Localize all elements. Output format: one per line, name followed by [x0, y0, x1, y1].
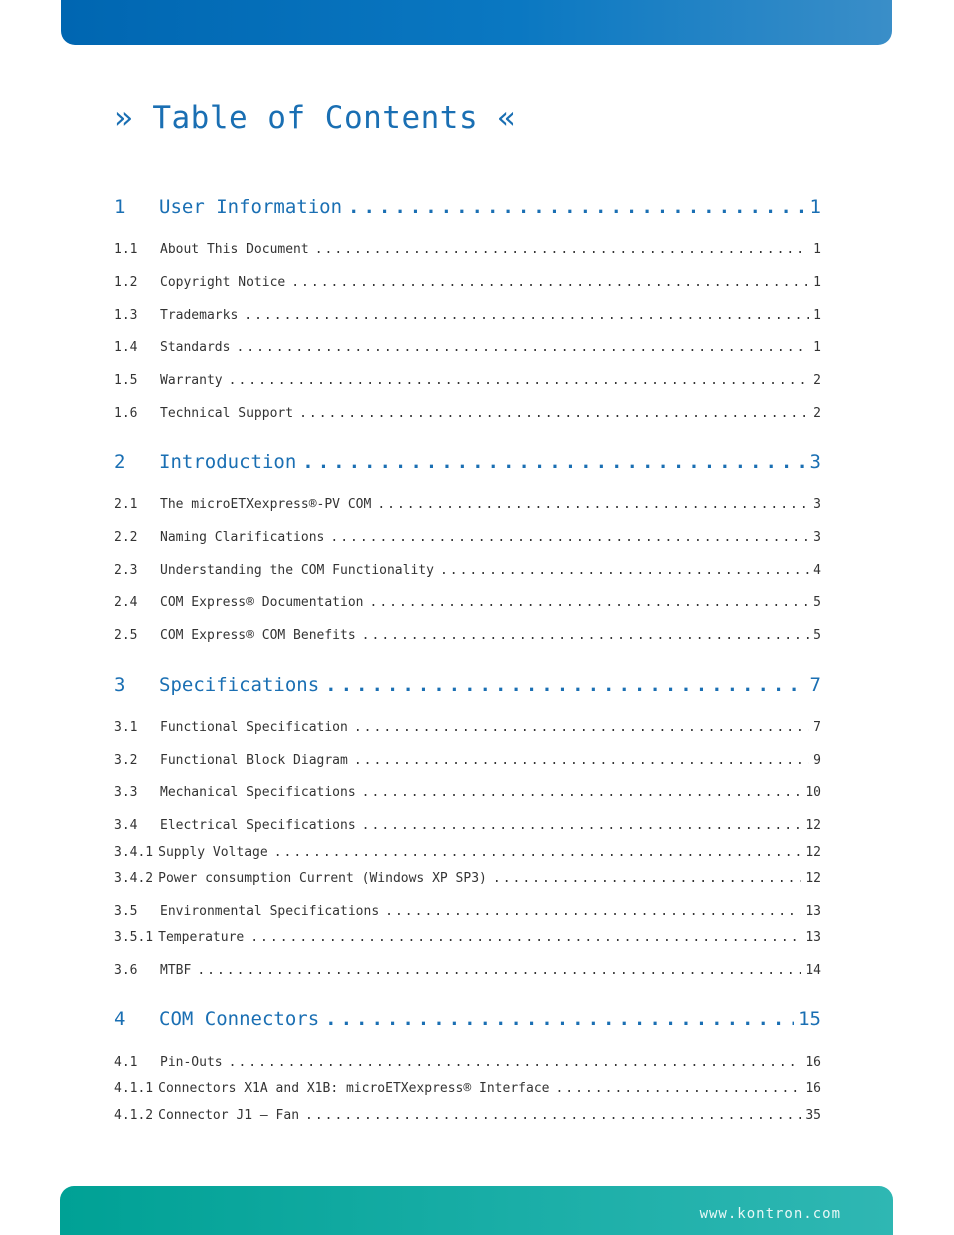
toc-dot-leader [229, 373, 810, 388]
toc-dot-leader [302, 451, 805, 473]
toc-section-entry[interactable] [114, 753, 821, 771]
toc-entry-page: 1 [809, 196, 821, 218]
header-bar [61, 0, 892, 45]
toc-section-entry[interactable] [114, 904, 821, 922]
toc-dot-leader [197, 963, 801, 978]
toc-entry-page: 16 [805, 1055, 821, 1070]
toc-entry-number: 3 [114, 674, 126, 696]
toc-dot-leader [354, 753, 809, 768]
toc-entry-page: 3 [809, 451, 821, 473]
toc-entry-label: Introduction [159, 451, 297, 473]
toc-entry-label: Temperature [158, 930, 245, 945]
toc-section-entry[interactable] [114, 963, 821, 981]
toc-entry-number: 2.4 [114, 595, 138, 610]
toc-entry-page: 2 [813, 406, 821, 421]
toc-entry-page: 12 [805, 818, 821, 833]
toc-entry-number: 3.6 [114, 963, 138, 978]
toc-subsection-entry[interactable] [114, 930, 821, 948]
toc-entry-number: 4.1.1 [114, 1081, 154, 1096]
toc-entry-number: 1.3 [114, 308, 138, 323]
toc-entry-page: 14 [805, 963, 821, 978]
toc-entry-page: 16 [805, 1081, 821, 1096]
toc-entry-number: 1.4 [114, 340, 138, 355]
toc-entry-page: 12 [805, 845, 821, 860]
toc-dot-leader [299, 406, 809, 421]
toc-entry-number: 4.1 [114, 1055, 138, 1070]
toc-entry-number: 1 [114, 196, 126, 218]
toc-entry-page: 1 [813, 308, 821, 323]
toc-entry-page: 7 [809, 674, 821, 696]
toc-entry-number: 3.2 [114, 753, 138, 768]
toc-entry-label: Specifications [159, 674, 320, 696]
toc-entry-label: Environmental Specifications [160, 904, 380, 919]
toc-section-entry[interactable] [114, 497, 821, 515]
toc-entry-page: 15 [798, 1008, 821, 1030]
toc-subsection-entry[interactable] [114, 845, 821, 863]
toc-dot-leader [250, 930, 801, 945]
toc-dot-leader [370, 595, 810, 610]
toc-dot-leader [348, 196, 806, 218]
toc-entry-label: The microETXexpress®-PV COM [160, 497, 372, 512]
toc-entry-label: Copyright Notice [160, 275, 286, 290]
toc-entry-label: Standards [160, 340, 231, 355]
footer-bar [60, 1186, 893, 1235]
toc-section-entry[interactable] [114, 530, 821, 548]
toc-chapter-entry[interactable] [114, 674, 821, 700]
toc-entry-label: COM Express® COM Benefits [160, 628, 356, 643]
toc-section-entry[interactable] [114, 1055, 821, 1073]
toc-dot-leader [325, 674, 805, 696]
toc-entry-number: 2.1 [114, 497, 138, 512]
toc-entry-number: 4.1.2 [114, 1108, 154, 1123]
toc-entry-label: Functional Specification [160, 720, 348, 735]
toc-section-entry[interactable] [114, 340, 821, 358]
toc-entry-page: 1 [813, 242, 821, 257]
toc-entry-number: 1.6 [114, 406, 138, 421]
toc-chapter-entry[interactable] [114, 196, 821, 222]
toc-section-entry[interactable] [114, 720, 821, 738]
toc-section-entry[interactable] [114, 628, 821, 646]
toc-subsection-entry[interactable] [114, 1081, 821, 1099]
toc-dot-leader [236, 340, 809, 355]
toc-entry-number: 3.1 [114, 720, 138, 735]
toc-dot-leader [362, 628, 810, 643]
toc-entry-label: User Information [159, 196, 343, 218]
toc-entry-label: MTBF [160, 963, 192, 978]
toc-entry-label: Electrical Specifications [160, 818, 356, 833]
toc-entry-label: Technical Support [160, 406, 294, 421]
toc-entry-page: 2 [813, 373, 821, 388]
toc-dot-leader [362, 818, 802, 833]
toc-section-entry[interactable] [114, 785, 821, 803]
toc-entry-label: Supply Voltage [158, 845, 268, 860]
toc-dot-leader [244, 308, 809, 323]
toc-entry-number: 1.1 [114, 242, 138, 257]
toc-entry-page: 35 [805, 1108, 821, 1123]
toc-entry-label: Warranty [160, 373, 223, 388]
toc-entry-label: About This Document [160, 242, 309, 257]
toc-section-entry[interactable] [114, 563, 821, 581]
toc-entry-page: 13 [805, 930, 821, 945]
toc-entry-page: 1 [813, 275, 821, 290]
toc-dot-leader [385, 904, 801, 919]
toc-section-entry[interactable] [114, 308, 821, 326]
toc-dot-leader [377, 497, 809, 512]
toc-entry-number: 3.4.1 [114, 845, 154, 860]
toc-entry-number: 1.5 [114, 373, 138, 388]
toc-section-entry[interactable] [114, 818, 821, 836]
toc-dot-leader [274, 845, 802, 860]
toc-entry-number: 2.2 [114, 530, 138, 545]
toc-entry-number: 2 [114, 451, 126, 473]
page-title: » Table of Contents « [114, 100, 517, 136]
toc-entry-number: 1.2 [114, 275, 138, 290]
toc-chapter-entry[interactable] [114, 451, 821, 477]
toc-section-entry[interactable] [114, 373, 821, 391]
toc-entry-label: Connector J1 – Fan [158, 1108, 300, 1123]
toc-entry-label: Connectors X1A and X1B: microETXexpress® Interface [158, 1081, 550, 1096]
toc-dot-leader [330, 530, 809, 545]
toc-section-entry[interactable] [114, 275, 821, 293]
toc-entry-page: 4 [813, 563, 821, 578]
toc-entry-label: Naming Clarifications [160, 530, 325, 545]
toc-entry-number: 3.5 [114, 904, 138, 919]
toc-entry-number: 3.4 [114, 818, 138, 833]
toc-section-entry[interactable] [114, 406, 821, 424]
toc-entry-number: 3.5.1 [114, 930, 154, 945]
toc-entry-label: Trademarks [160, 308, 239, 323]
toc-section-entry[interactable] [114, 242, 821, 260]
toc-entry-label: Understanding the COM Functionality [160, 563, 434, 578]
toc-entry-number: 2.3 [114, 563, 138, 578]
toc-dot-leader [325, 1008, 794, 1030]
toc-entry-label: COM Express® Documentation [160, 595, 364, 610]
toc-entry-number: 2.5 [114, 628, 138, 643]
toc-subsection-entry[interactable] [114, 871, 821, 889]
toc-entry-page: 12 [805, 871, 821, 886]
toc-entry-number: 3.4.2 [114, 871, 154, 886]
toc-dot-leader [229, 1055, 802, 1070]
toc-entry-page: 3 [813, 530, 821, 545]
toc-entry-label: Power consumption Current (Windows XP SP3) [158, 871, 487, 886]
toc-entry-page: 5 [813, 595, 821, 610]
toc-entry-number: 4 [114, 1008, 126, 1030]
toc-subsection-entry[interactable] [114, 1108, 821, 1126]
toc-dot-leader [362, 785, 802, 800]
toc-entry-page: 13 [805, 904, 821, 919]
toc-dot-leader [291, 275, 809, 290]
toc-dot-leader [555, 1081, 801, 1096]
toc-chapter-entry[interactable] [114, 1008, 821, 1034]
toc-entry-number: 3.3 [114, 785, 138, 800]
toc-dot-leader [493, 871, 801, 886]
toc-dot-leader [315, 242, 809, 257]
toc-entry-label: Functional Block Diagram [160, 753, 348, 768]
toc-entry-page: 10 [805, 785, 821, 800]
toc-dot-leader [440, 563, 809, 578]
toc-entry-label: Mechanical Specifications [160, 785, 356, 800]
toc-entry-page: 7 [813, 720, 821, 735]
toc-entry-page: 5 [813, 628, 821, 643]
footer-url[interactable]: www.kontron.com [699, 1206, 841, 1222]
toc-entry-label: Pin-Outs [160, 1055, 223, 1070]
toc-entry-page: 9 [813, 753, 821, 768]
toc-section-entry[interactable] [114, 595, 821, 613]
toc-entry-label: COM Connectors [159, 1008, 320, 1030]
toc-dot-leader [305, 1108, 801, 1123]
toc-entry-page: 3 [813, 497, 821, 512]
toc-dot-leader [354, 720, 809, 735]
toc-entry-page: 1 [813, 340, 821, 355]
